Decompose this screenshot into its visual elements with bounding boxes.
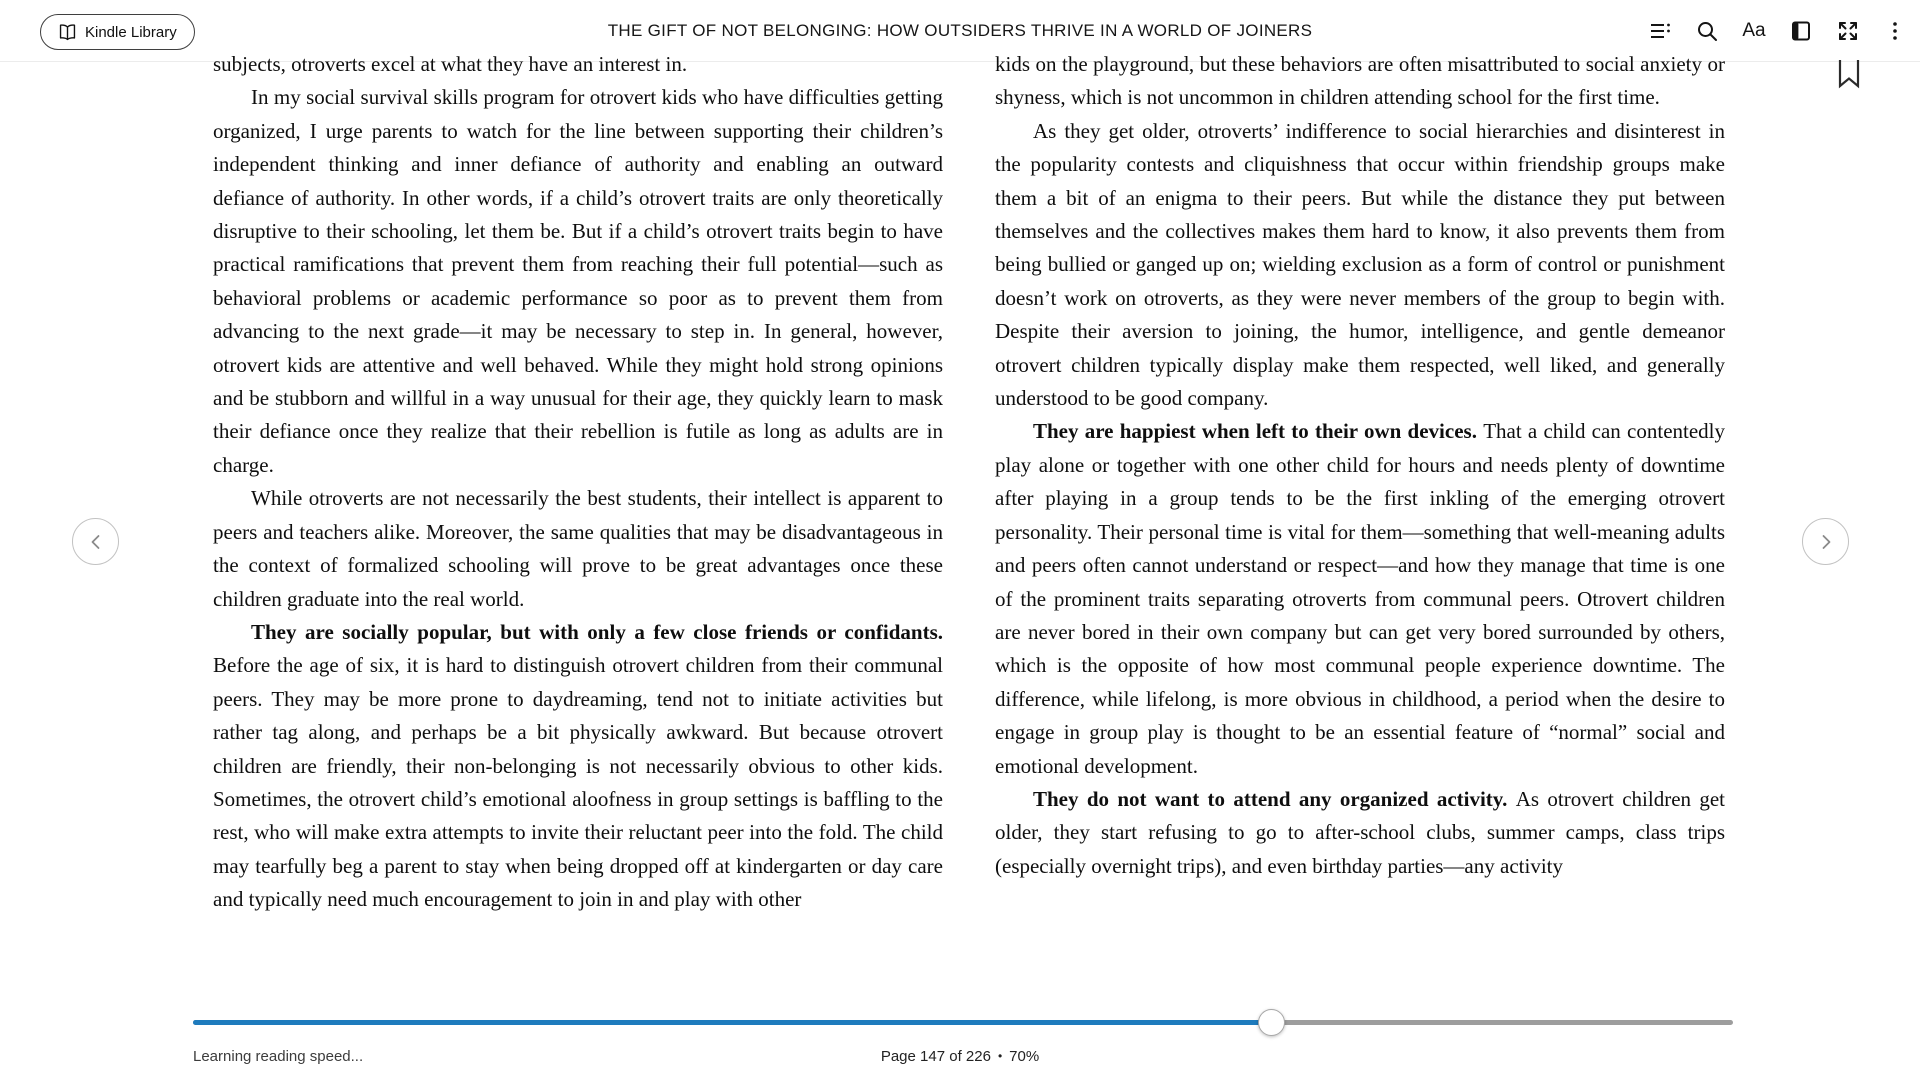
- progress-handle[interactable]: [1258, 1009, 1285, 1036]
- font-settings-label: Aa: [1742, 20, 1766, 41]
- reading-speed-status: Learning reading speed...: [193, 1048, 364, 1065]
- open-book-icon: [58, 24, 77, 41]
- fullscreen-icon[interactable]: [1835, 18, 1861, 44]
- percent-read: 70%: [1009, 1048, 1040, 1065]
- paragraph: They are socially popular, but with only a few close friends or confidants. Before the age of six, it is hard to distinguish otrovert children from their communal peers. They may be more prone to daydreaming, tend not to initiate activities but rather tag along, and perhaps be a bit physically awkward. But because otrovert children are friendly, their non-belonging is not necessarily obvious to other kids. Sometimes, the otrovert child’s emotional aloofness in group settings is baffling to the rest, who will make extra attempts to invite their reluctant peer into the fold. The child may tearfully beg a parent to stay when being dropped off at kindergarten or day care and typically need much encouragement to join in and play with other: [213, 619, 943, 912]
- reading-area: [0, 48, 1920, 1003]
- paragraph: As they get older, otroverts’ indifference to social hierarchies and disinterest in the popularity contests and cliquishness that occur within friendship groups make them a bit of an enigma to their peers. But while the distance they put between themselves and the collectives makes them hard to know, it also prevents them from being bullied or ganged up on; wielding exclusion as a form of control or punishment doesn’t work on otroverts, as they were never members of the group to begin with. Despite their aversion to joining, the humor, intelligence, and gentle demeanor otrovert children typically display make them respected, well liked, and generally understood to be good company.: [995, 118, 1725, 411]
- paragraph-lead: They are socially popular, but with only a few close friends or confidants.: [251, 619, 943, 644]
- more-options-icon[interactable]: [1882, 18, 1908, 44]
- progress-fill: [193, 1020, 1271, 1025]
- page-indicator: [0, 1048, 1920, 1065]
- reading-progress-slider[interactable]: [193, 1008, 1733, 1036]
- text-column-left: [213, 48, 943, 998]
- separator-dot: •: [997, 1049, 1003, 1063]
- kindle-library-label: Kindle Library: [85, 23, 177, 41]
- page-info: Page 147 of 226: [880, 1048, 991, 1065]
- chevron-left-icon: [87, 533, 105, 551]
- paragraph: In my social survival skills program for otrovert kids who have difficulties getting organized, I urge parents to watch for the line between supporting their children’s independent thinking and inner defiance of authority and enabling an outward defiance of authority. In other words, if a child’s otrovert traits are only theoretically disruptive to their schooling, let them be. But if a child’s otrovert traits begin to have practical ramifications that prevent them from reaching their full potential—such as behavioral problems or academic performance so poor as to prevent them from advancing to the next grade—it may be necessary to step in. In general, however, otrovert kids are attentive and well behaved. While they might hold strong opinions and be stubborn and willful in a way unusual for their age, they quickly learn to mask their defiance once they realize that their rebellion is futile as long as adults are in charge.: [213, 85, 943, 477]
- text-column-right: [995, 48, 1725, 998]
- table-of-contents-icon[interactable]: [1647, 18, 1673, 44]
- book-title: THE GIFT OF NOT BELONGING: HOW OUTSIDERS THRIVE IN A WORLD OF JOINERS: [607, 20, 1313, 40]
- paragraph: They do not want to attend any organized activity. As otrovert children get older, they start refusing to go to after-school clubs, summer camps, class trips (especially overnight trips), and even birthday parties—any activity: [995, 786, 1725, 878]
- chevron-right-icon: [1817, 533, 1835, 551]
- paragraph: While otroverts are not necessarily the best students, their intellect is apparent to peers and teachers alike. Moreover, the same qualities that may be disadvantageous in the context of formalized schooling will prove to be great advantages once these children graduate into the real world.: [213, 486, 943, 611]
- paragraph: kids on the playground, but these behaviors are often misattributed to social anxiety or shyness, which is not uncommon in children attending school for the first time.: [995, 52, 1725, 110]
- paragraph-lead: They are happiest when left to their own devices.: [1033, 419, 1484, 444]
- reading-view-icon[interactable]: [1788, 18, 1814, 44]
- next-page-button[interactable]: [1802, 518, 1849, 565]
- paragraph: subjects, otroverts excel at what they have an interest in.: [213, 52, 688, 76]
- previous-page-button[interactable]: [72, 518, 119, 565]
- paragraph-lead: They do not want to attend any organized activity.: [1033, 786, 1516, 811]
- kindle-library-button[interactable]: [40, 14, 195, 50]
- paragraph: They are happiest when left to their own devices. That a child can contentedly play alone or together with one other child for hours and needs plenty of downtime after playing in a group tends to be the first inkling of the emerging otrovert personality. Their personal time is vital for them—something that well-meaning adults and peers often cannot understand or respect—and how they manage that time is one of the prominent traits separating otroverts from communal peers. Otrovert children are never bored in their own company but can get very bored surrounded by others, which is the opposite of how most communal people experience downtime. The difference, while lifelong, is more obvious in childhood, a period when the desire to engage in group play is thought to be an essential feature of “normal” social and emotional development.: [995, 419, 1725, 778]
- search-icon[interactable]: [1694, 18, 1720, 44]
- font-settings-icon[interactable]: [1741, 18, 1767, 44]
